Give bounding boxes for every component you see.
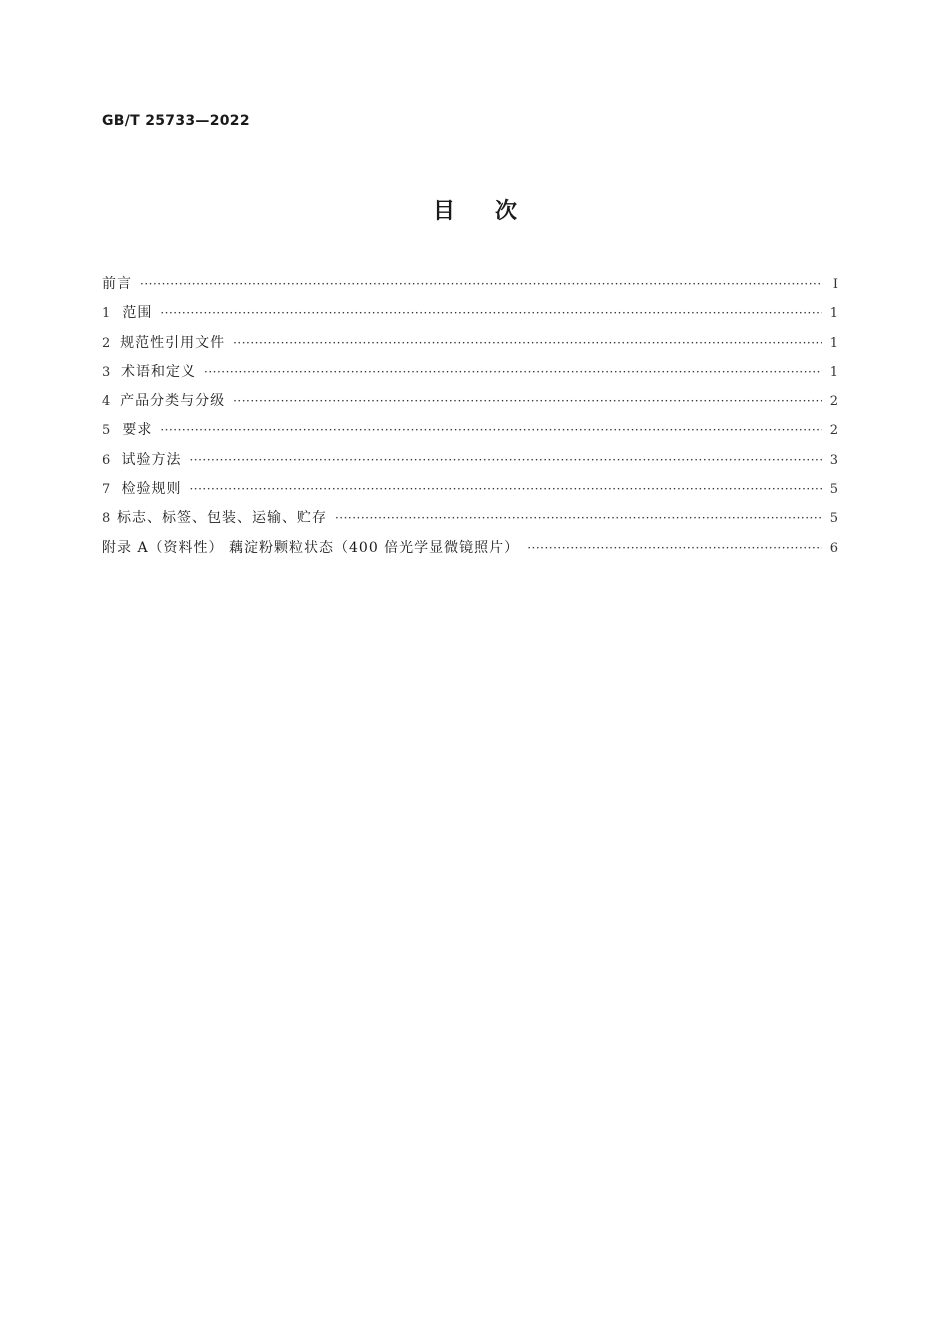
toc-item-page: 6 bbox=[829, 540, 838, 556]
toc-item-number: 3 bbox=[102, 364, 111, 380]
toc-leader-dots bbox=[233, 387, 822, 416]
toc-item-number: 6 bbox=[102, 452, 111, 468]
toc-leader-dots bbox=[140, 270, 822, 299]
toc-item-inspection-rules[interactable] bbox=[102, 475, 838, 504]
toc-item-label: 规范性引用文件 bbox=[120, 334, 226, 351]
page-title: 目次 bbox=[432, 199, 557, 224]
toc-item-page: I bbox=[832, 277, 838, 292]
toc-item-test-methods[interactable] bbox=[102, 446, 838, 475]
table-of-contents bbox=[102, 270, 838, 563]
standard-code: GB/T 25733—2022 bbox=[102, 113, 250, 129]
toc-item-classification[interactable] bbox=[102, 387, 838, 416]
toc-leader-dots bbox=[527, 534, 822, 563]
toc-item-foreword[interactable] bbox=[102, 270, 838, 299]
toc-item-marking-packaging[interactable] bbox=[102, 504, 838, 533]
toc-item-page: 5 bbox=[829, 511, 838, 527]
toc-leader-dots bbox=[335, 504, 822, 533]
toc-item-label: 检验规则 bbox=[121, 481, 182, 498]
toc-item-page: 1 bbox=[829, 306, 838, 322]
toc-item-number: 5 bbox=[102, 423, 111, 439]
toc-item-label: 试验方法 bbox=[121, 451, 182, 468]
toc-item-page: 1 bbox=[829, 335, 838, 351]
toc-item-number: 8 bbox=[102, 511, 111, 527]
toc-item-label: 前言 bbox=[102, 276, 132, 292]
toc-item-number: 4 bbox=[102, 394, 111, 410]
toc-item-number: 1 bbox=[102, 306, 111, 322]
toc-item-label: 范围 bbox=[122, 305, 153, 322]
toc-leader-dots bbox=[160, 416, 822, 445]
toc-item-label: 产品分类与分级 bbox=[120, 393, 226, 410]
toc-item-annex-a[interactable] bbox=[102, 534, 838, 563]
toc-item-page: 2 bbox=[829, 423, 838, 439]
toc-item-normative-references[interactable] bbox=[102, 329, 838, 358]
toc-item-requirements[interactable] bbox=[102, 416, 838, 445]
toc-leader-dots bbox=[189, 446, 822, 475]
toc-item-page: 3 bbox=[829, 452, 838, 468]
toc-item-page: 2 bbox=[829, 394, 838, 410]
toc-item-scope[interactable] bbox=[102, 299, 838, 328]
toc-item-label: 术语和定义 bbox=[121, 363, 196, 380]
toc-leader-dots bbox=[189, 475, 822, 504]
toc-item-label: 附录 A（资料性） 藕淀粉颗粒状态（400 倍光学显微镜照片） bbox=[102, 539, 520, 556]
toc-leader-dots bbox=[233, 329, 822, 358]
toc-item-label: 要求 bbox=[122, 422, 153, 439]
toc-item-number: 7 bbox=[102, 482, 111, 498]
toc-leader-dots bbox=[160, 299, 822, 328]
toc-item-page: 5 bbox=[829, 482, 838, 498]
toc-item-number: 2 bbox=[102, 335, 111, 351]
toc-item-page: 1 bbox=[829, 364, 838, 380]
toc-leader-dots bbox=[204, 358, 822, 387]
toc-item-label: 标志、标签、包装、运输、贮存 bbox=[116, 510, 327, 527]
toc-item-terms-definitions[interactable] bbox=[102, 358, 838, 387]
